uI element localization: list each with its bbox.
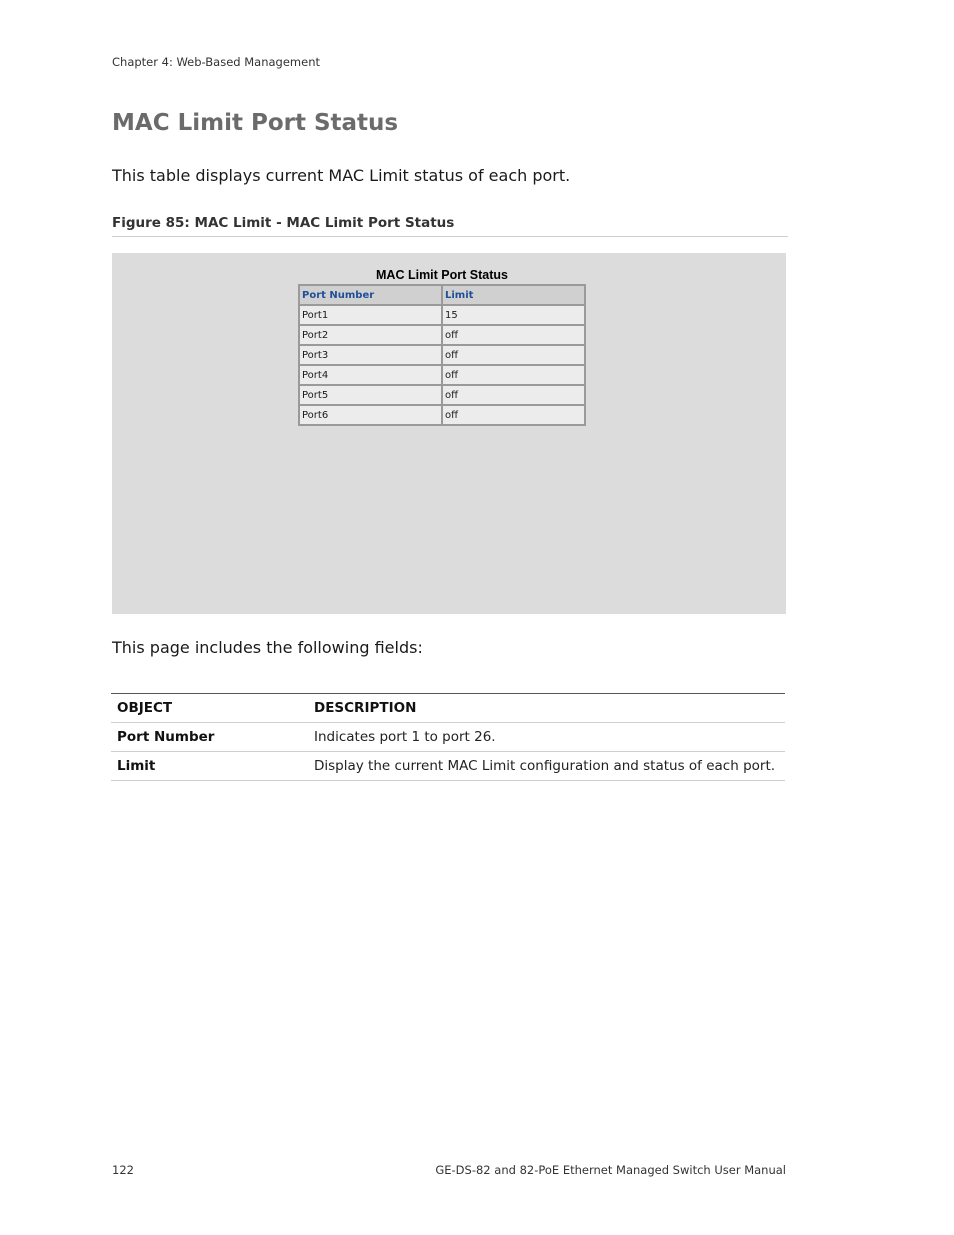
running-header: Chapter 4: Web-Based Management: [112, 55, 321, 69]
port-cell: Port3: [299, 345, 442, 365]
table-row: [111, 723, 785, 752]
page-number: 122: [112, 1163, 134, 1177]
column-header-limit: Limit: [442, 285, 585, 305]
status-table-header-row: [299, 285, 585, 305]
fields-intro: This page includes the following fields:: [112, 638, 423, 657]
description-cell: Display the current MAC Limit configuration and status of each port.: [308, 752, 785, 781]
intro-text: This table displays current MAC Limit status of each port.: [112, 166, 571, 185]
object-cell: Limit: [111, 752, 308, 781]
table-row: [299, 305, 585, 325]
port-cell: Port1: [299, 305, 442, 325]
column-header-port-number: Port Number: [299, 285, 442, 305]
limit-cell: 15: [442, 305, 585, 325]
limit-cell: off: [442, 365, 585, 385]
description-cell: Indicates port 1 to port 26.: [308, 723, 785, 752]
limit-cell: off: [442, 325, 585, 345]
port-cell: Port4: [299, 365, 442, 385]
table-row: [299, 385, 585, 405]
mac-limit-status-table: [298, 284, 586, 426]
column-header-description: DESCRIPTION: [308, 694, 785, 723]
object-cell: Port Number: [111, 723, 308, 752]
port-cell: Port2: [299, 325, 442, 345]
port-cell: Port6: [299, 405, 442, 425]
figure-caption: Figure 85: MAC Limit - MAC Limit Port Status: [112, 215, 788, 237]
table-row: [299, 345, 585, 365]
fields-table-header-row: [111, 694, 785, 723]
limit-cell: off: [442, 385, 585, 405]
section-title: MAC Limit Port Status: [112, 110, 399, 136]
limit-cell: off: [442, 345, 585, 365]
limit-cell: off: [442, 405, 585, 425]
port-cell: Port5: [299, 385, 442, 405]
figure-screenshot: [112, 253, 786, 614]
manual-title: GE-DS-82 and 82-PoE Ethernet Managed Switch User Manual: [435, 1163, 786, 1177]
table-row: [299, 325, 585, 345]
table-row: [299, 365, 585, 385]
column-header-object: OBJECT: [111, 694, 308, 723]
table-row: [111, 752, 785, 781]
fields-description-table: [111, 693, 785, 781]
table-row: [299, 405, 585, 425]
screen-title: MAC Limit Port Status: [376, 268, 508, 282]
